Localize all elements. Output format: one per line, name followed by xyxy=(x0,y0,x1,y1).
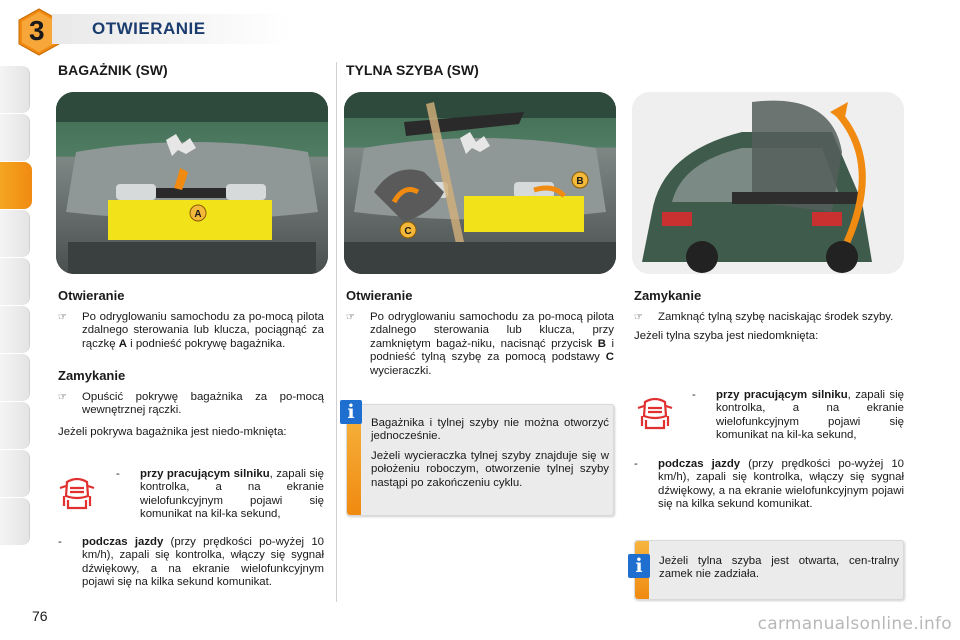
chapter-tab-4[interactable] xyxy=(0,210,30,257)
left-engine-text: , zapali się kontrolka, a na ekranie wielofunkcyjnym pojawi się komunikat na kil-ka sekund, xyxy=(140,468,324,521)
right-close-block xyxy=(634,311,904,344)
section-title-rear-window: TYLNA SZYBA (SW) xyxy=(346,62,479,78)
photo-label-c: C xyxy=(404,226,412,237)
trunk-handle-photo xyxy=(56,92,328,274)
left-open-block xyxy=(58,311,324,351)
dash: - xyxy=(116,468,120,480)
left-close-bullet xyxy=(58,391,324,418)
left-driving-row xyxy=(58,536,324,590)
middle-info-p1: Bagażnika i tylnej szyby nie można otworzyć jednocześnie. xyxy=(371,417,609,443)
chapter-tab-6[interactable] xyxy=(0,306,30,353)
right-info-text: Jeżeli tylna szyba jest otwarta, cen-tralny zamek nie zadziała. xyxy=(659,555,899,581)
right-not-closed: Jeżeli tylna szyba jest niedomknięta: xyxy=(634,330,819,343)
bullet-hand-icon: ☞ xyxy=(58,392,67,403)
chapter-tab-9[interactable] xyxy=(0,450,30,497)
middle-open-title: Otwieranie xyxy=(346,288,413,303)
right-close-bullet xyxy=(634,311,904,324)
info-icon: i xyxy=(340,400,362,424)
left-not-closed: Jeżeli pokrywa bagażnika jest niedo-mknięta: xyxy=(58,425,287,438)
chapter-number: 3 xyxy=(29,15,45,46)
middle-info-box xyxy=(346,404,614,516)
middle-open-text: Po odryglowaniu samochodu za po-mocą pilota zdalnego sterowania lub klucza, przy zamkniętym bagaż-niku, nacisnąć przycisk xyxy=(370,311,614,350)
right-engine-text: , zapali się kontrolka, a na ekranie wielofunkcyjnym pojawi się komunikat na kil-ka sekund, xyxy=(716,389,904,442)
right-close-title: Zamykanie xyxy=(634,288,702,303)
middle-info-p2: Jeżeli wycieraczka tylnej szyby znajduje się w położeniu roboczym, otworzenie tylnej szyby nastąpi po zakończeniu cyklu. xyxy=(371,449,609,489)
column-divider xyxy=(336,62,337,602)
chapter-tab-1[interactable] xyxy=(0,66,30,113)
left-open-title: Otwieranie xyxy=(58,288,125,303)
open-window-warning-icon xyxy=(636,394,674,432)
middle-info-text xyxy=(371,417,609,490)
middle-open-bold-c: C xyxy=(605,351,614,364)
bullet-hand-icon: ☞ xyxy=(634,312,643,323)
page-title: OTWIERANIE xyxy=(92,19,206,38)
left-open-bold-a: A xyxy=(118,337,127,350)
chapter-tab-8[interactable] xyxy=(0,402,30,449)
left-open-text: Po odryglowaniu samochodu za po-mocą pilota zdalnego sterowania lub klucza, pociągnąć za rączkę xyxy=(82,311,324,350)
right-driving-block xyxy=(634,458,904,512)
right-close-text: Zamknąć tylną szybę naciskając środek szyby. xyxy=(658,311,894,323)
left-engine-bold: przy pracującym silniku xyxy=(140,468,270,480)
left-driving-block xyxy=(58,536,324,590)
right-driving-row xyxy=(634,458,904,512)
right-engine-block xyxy=(692,389,904,443)
photo-label-b: B xyxy=(576,176,584,187)
dash: - xyxy=(58,536,62,548)
left-close-text: Opuścić pokrywę bagażnika za po-mocą wewnętrznej rączki. xyxy=(82,391,324,417)
right-info-box xyxy=(634,540,904,600)
right-engine-row xyxy=(692,389,904,443)
page-number: 76 xyxy=(32,608,48,624)
bullet-hand-icon: ☞ xyxy=(58,312,67,323)
left-driving-text: (przy prędkości po-wyżej 10 km/h), zapali się kontrolka, włączy się sygnał dźwiękowy, a na ekranie wielofunkcyjnym pojawi się na kilka sekund komunikat. xyxy=(82,536,324,589)
chapter-tab-5[interactable] xyxy=(0,258,30,305)
left-open-bullet xyxy=(58,311,324,351)
chapter-tab-2[interactable] xyxy=(0,114,30,161)
middle-open-block xyxy=(346,311,614,378)
chapter-tab-3-active[interactable] xyxy=(0,162,32,209)
left-open-text-end: i podnieść pokrywę bagażnika. xyxy=(126,337,286,350)
middle-open-text-mid: i podnieść tylną szybę za pomocą podstawy xyxy=(370,337,614,364)
chapter-tab-7[interactable] xyxy=(0,354,30,401)
right-engine-bold: przy pracującym silniku xyxy=(716,389,848,401)
rear-window-button-photo xyxy=(344,92,616,274)
left-driving-bold: podczas jazdy xyxy=(82,536,164,548)
photo-label-a: A xyxy=(194,209,202,220)
dash: - xyxy=(692,389,696,401)
bullet-hand-icon: ☞ xyxy=(346,312,355,323)
left-engine-row xyxy=(116,468,324,522)
chapter-tab-10[interactable] xyxy=(0,498,30,545)
left-close-title: Zamykanie xyxy=(58,368,126,383)
chapter-tabs xyxy=(0,66,34,546)
info-icon: i xyxy=(628,554,650,578)
middle-open-bold-b: B xyxy=(597,337,606,350)
section-title-trunk: BAGAŻNIK (SW) xyxy=(58,62,168,78)
middle-open-text-end: wycieraczki. xyxy=(370,364,432,377)
middle-open-bullet xyxy=(346,311,614,378)
open-door-warning-icon xyxy=(58,474,96,512)
right-driving-bold: podczas jazdy xyxy=(658,458,741,470)
dash: - xyxy=(634,458,638,470)
right-driving-text: (przy prędkości po-wyżej 10 km/h), zapali się kontrolka, włączy się sygnał dźwiękowy, a na ekranie wielofunkcyjnym pojawi się na kilka sekund komunikat. xyxy=(658,458,904,511)
left-close-block xyxy=(58,391,324,439)
left-engine-block xyxy=(116,468,324,522)
open-rear-window-photo xyxy=(632,92,904,274)
watermark: carmanualsonline.info xyxy=(757,614,952,634)
